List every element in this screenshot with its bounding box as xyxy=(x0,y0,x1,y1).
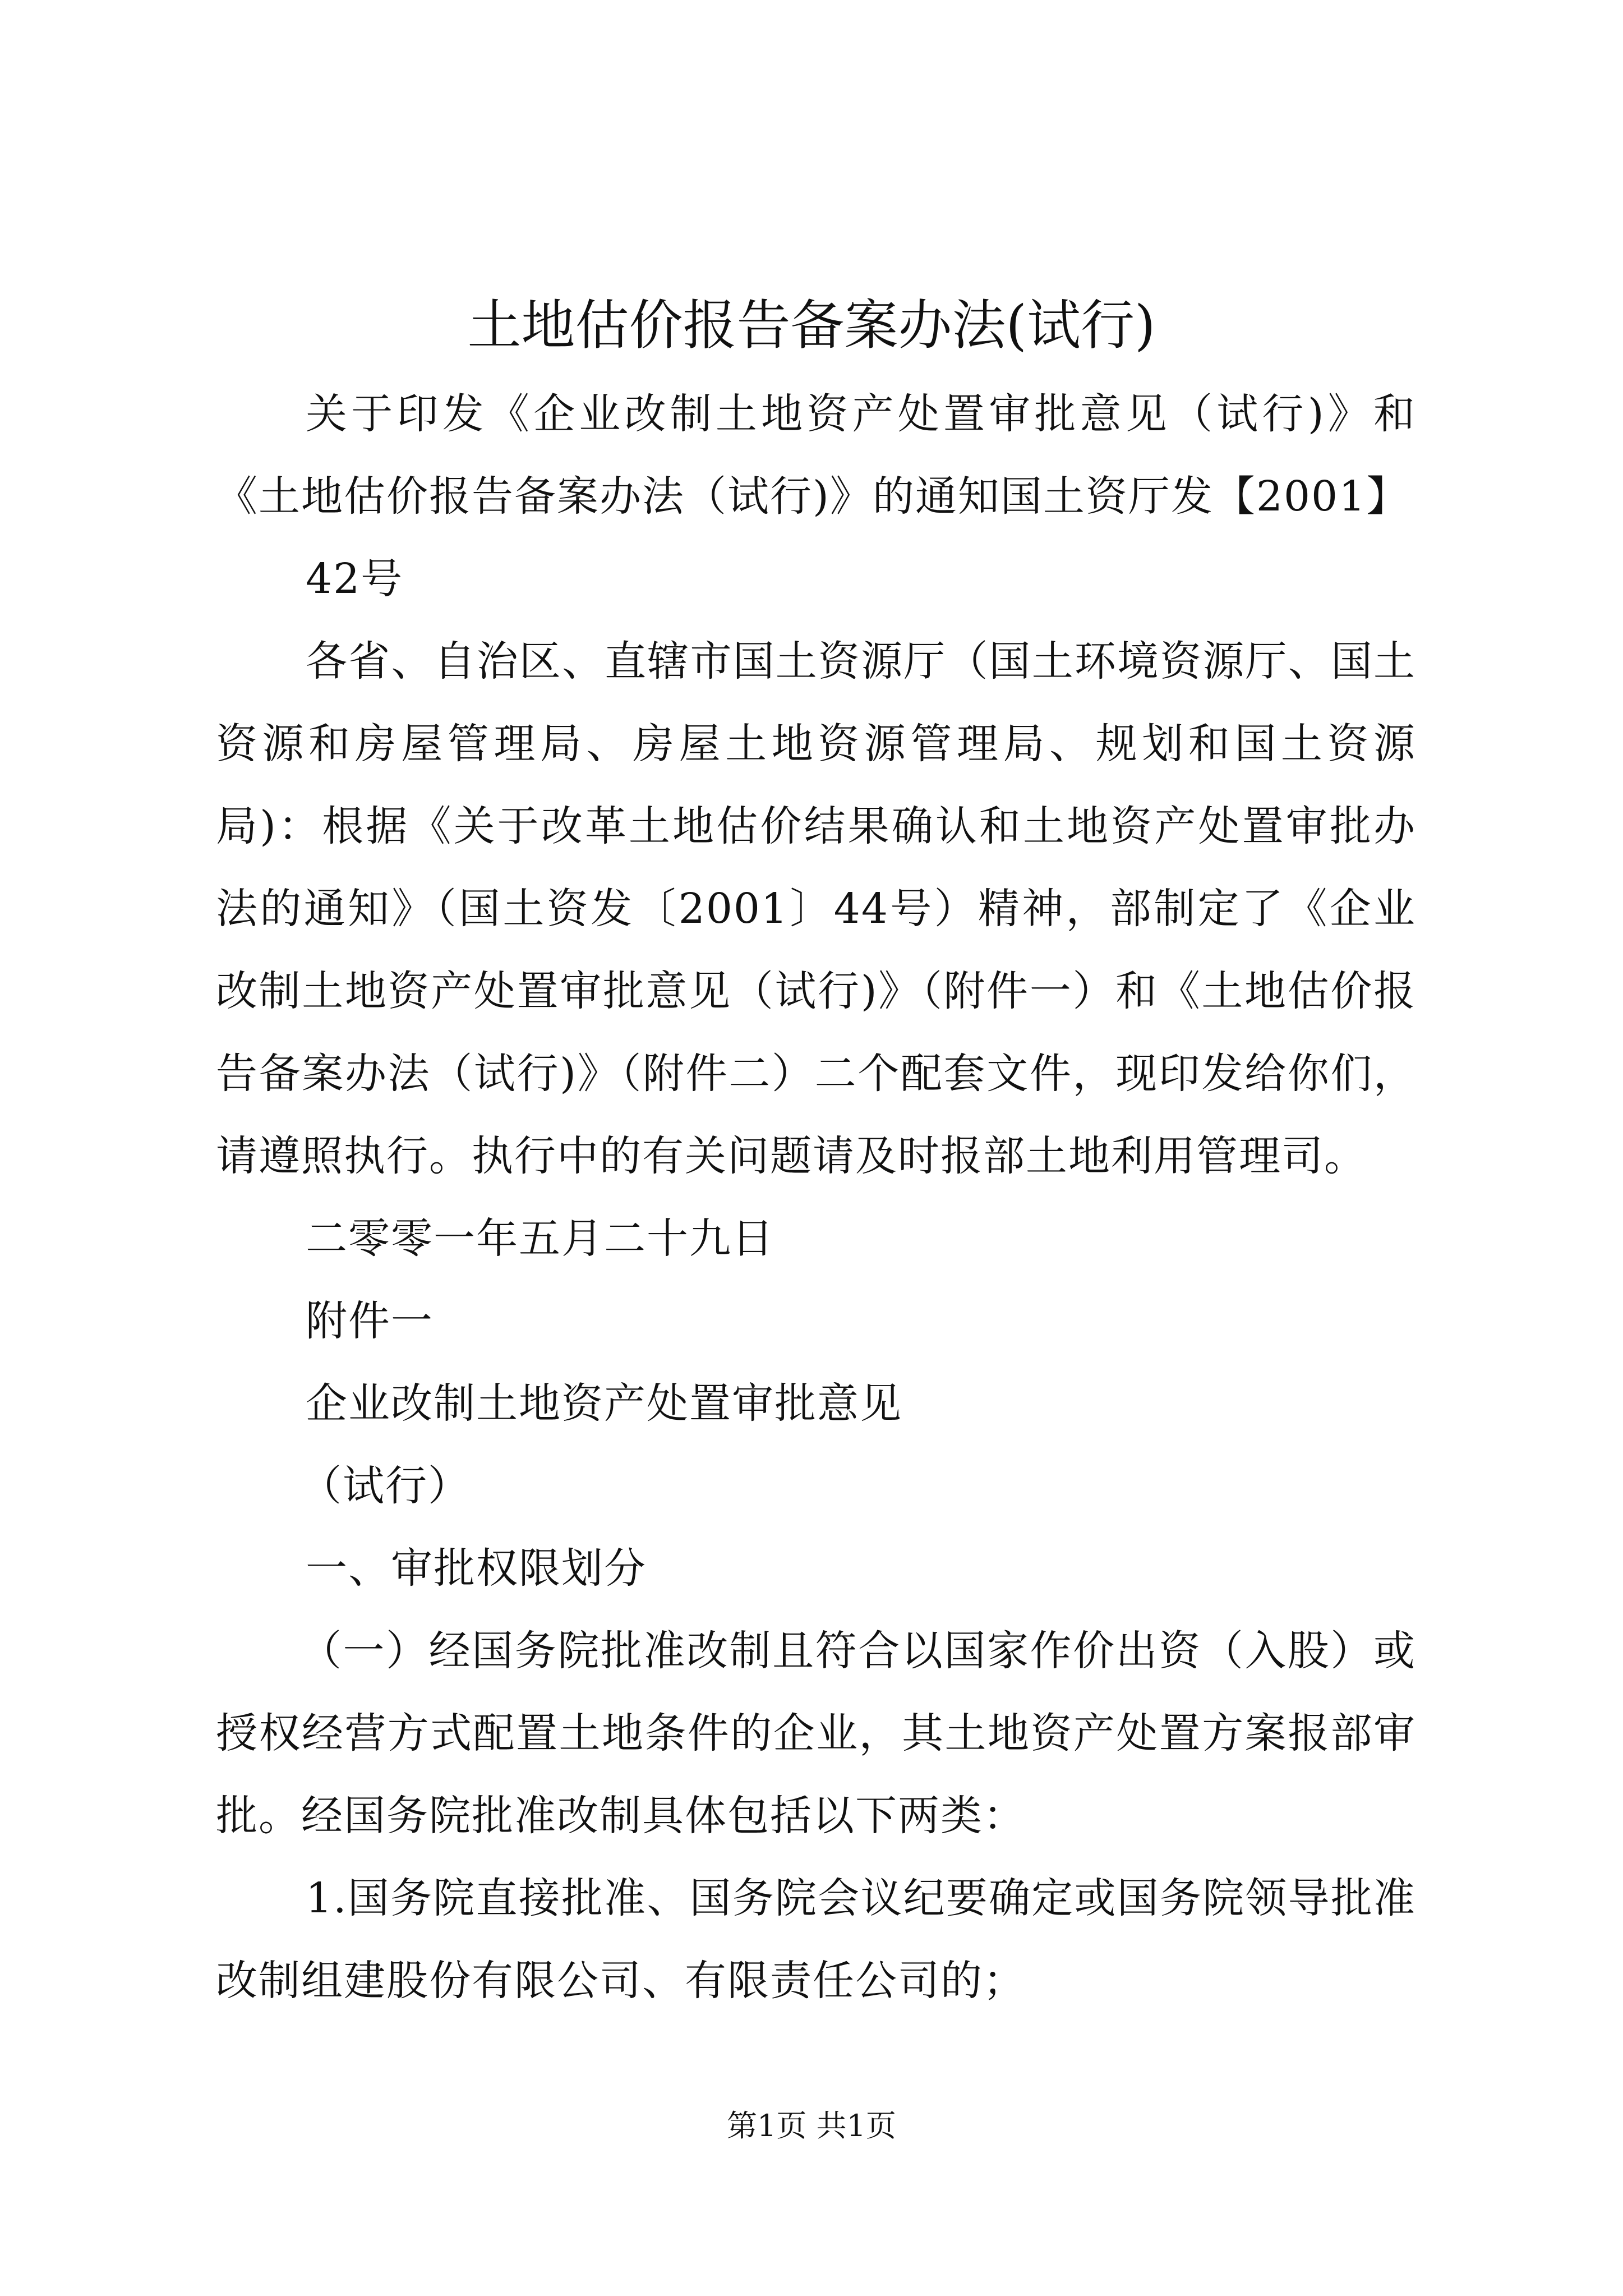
notice-heading-paragraph: 关于印发《企业改制土地资产处置审批意见（试行)》和《土地估价报告备案办法（试行)》的通知国土资厅发【2001】 xyxy=(216,390,1416,521)
attachment-title-paragraph: 企业改制土地资产处置审批意见 xyxy=(306,1379,902,1428)
notice-body-paragraph: 各省、自治区、直辖市国土资源厅（国土环境资源厅、国土资源和房屋管理局、房屋土地资源管理局、规划和国土资源局)：根据《关于改革土地估价结果确认和土地资产处置审批办法的通知》（国土资发〔2001〕44号）精神，部制定了《企业改制土地资产处置审批意见（试行)》（附件一）和《土地估价报告备案办法（试行)》（附件二）二个配套文件，现印发给你们，请遵照执行。执行中的有关问题请及时报部土地利用管理司。 xyxy=(216,637,1416,1180)
section-heading-paragraph: 一、审批权限划分 xyxy=(306,1544,647,1593)
attachment-subtitle-paragraph: （试行） xyxy=(300,1462,471,1510)
date-paragraph: 二零零一年五月二十九日 xyxy=(306,1214,774,1263)
document-number-paragraph: 42号 xyxy=(306,555,404,603)
attachment-label-paragraph: 附件一 xyxy=(306,1297,434,1345)
section-1-paragraph: （一）经国务院批准改制且符合以国家作价出资（入股）或授权经营方式配置土地条件的企业，其土地资产处置方案报部审批。经国务院批准改制具体包括以下两类： xyxy=(216,1627,1416,1840)
item-1-paragraph: 1.国务院直接批准、国务院会议纪要确定或国务院领导批准改制组建股份有限公司、有限责任公司的； xyxy=(216,1874,1416,2005)
document-body xyxy=(216,373,1416,2022)
document-title: 土地估价报告备案办法(试行) xyxy=(467,294,1156,357)
page-footer: 第1页 共1页 xyxy=(727,2108,896,2143)
